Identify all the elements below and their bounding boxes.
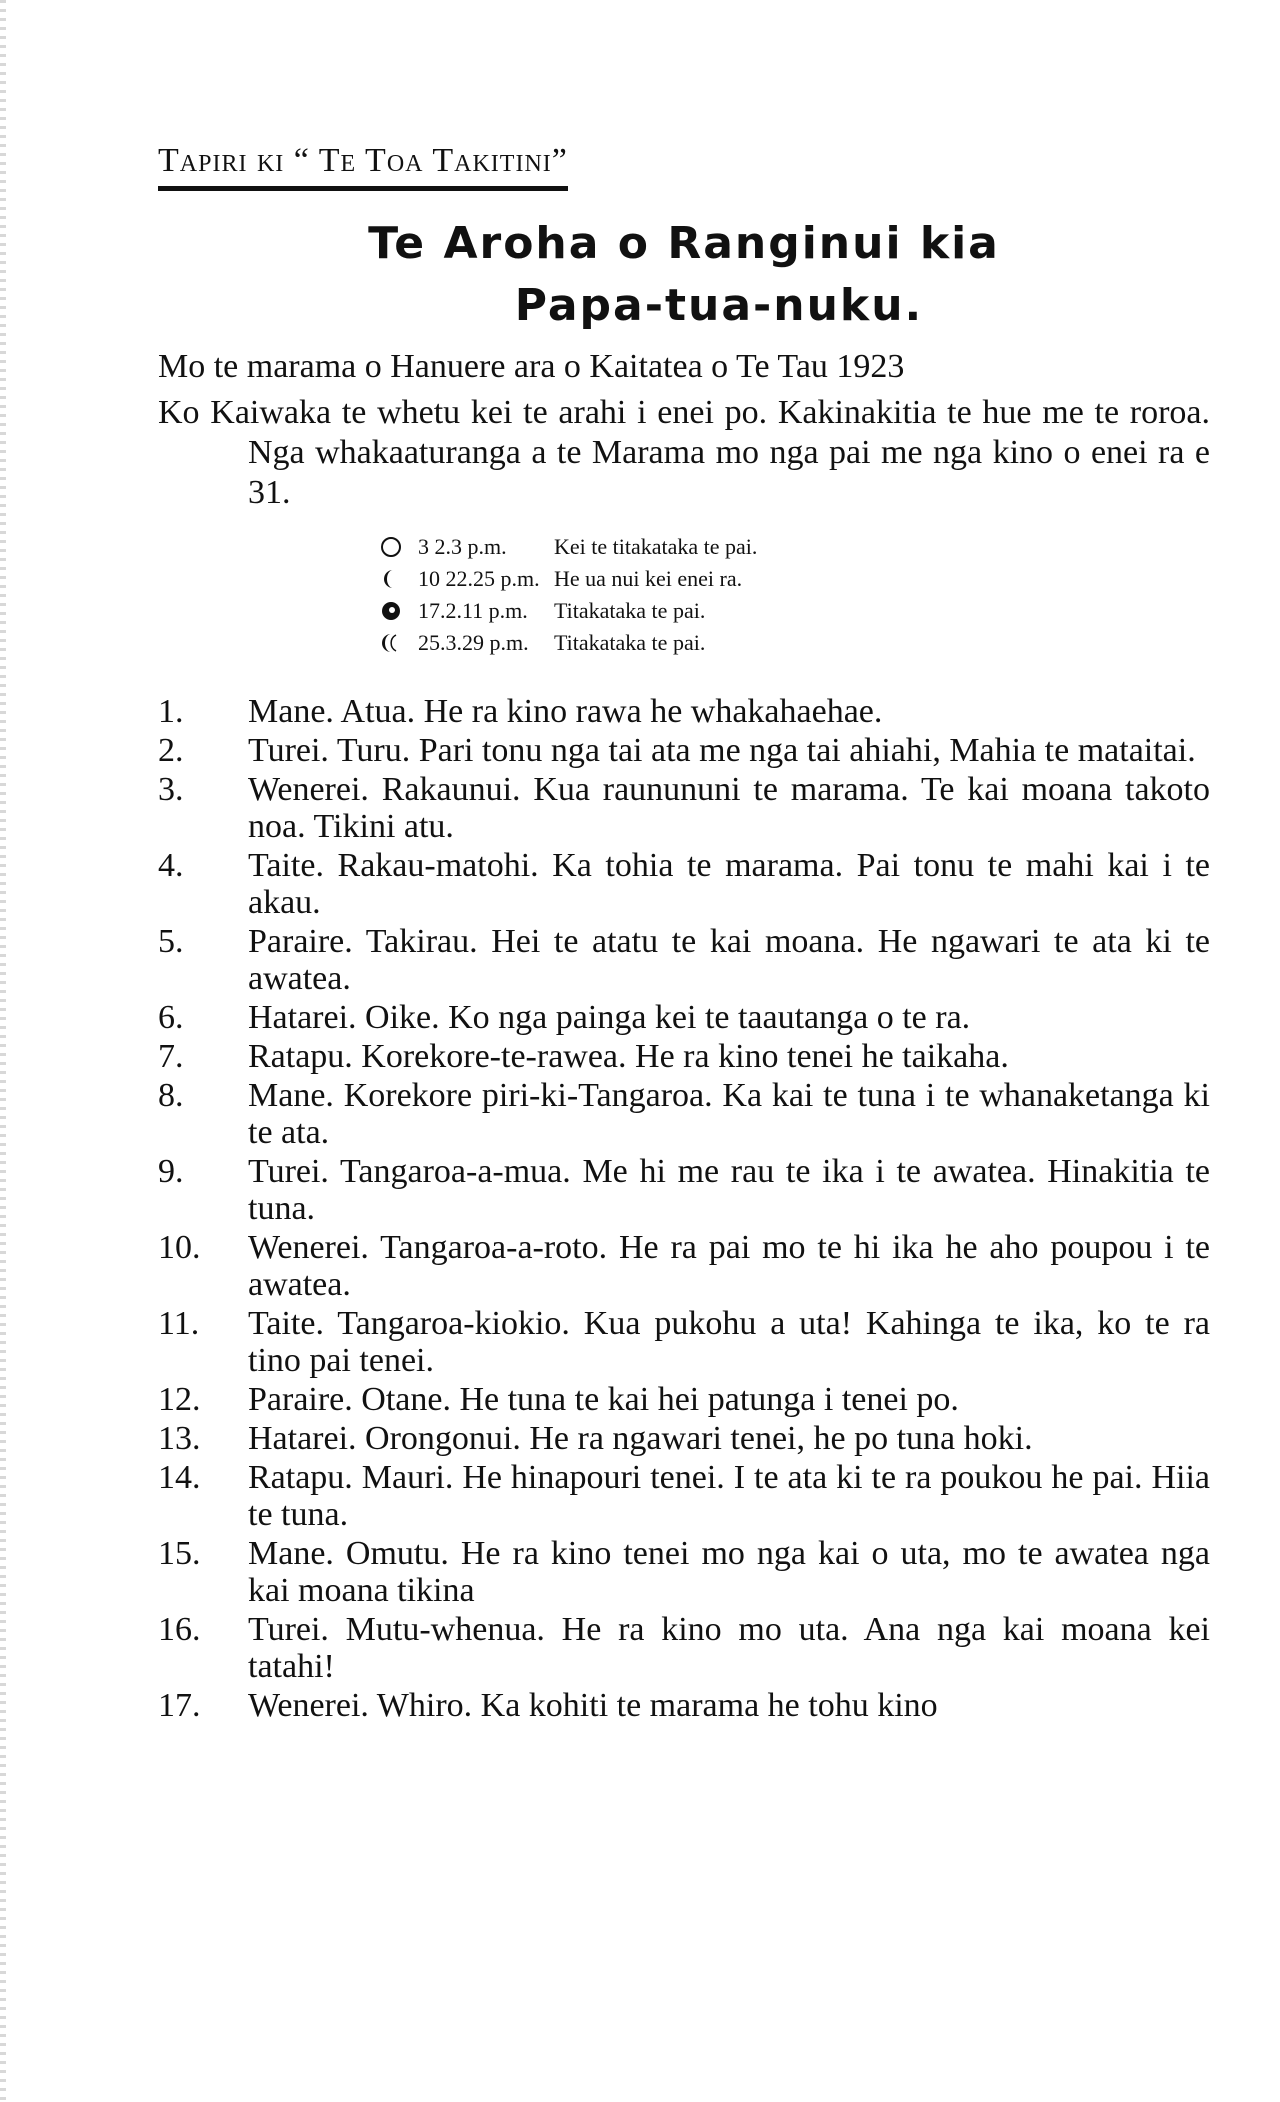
moon-phase-text: He ua nui kei enei ra. xyxy=(554,566,743,591)
day-number: 12. xyxy=(158,1381,201,1418)
moon-phase-time: 3 2.3 p.m. xyxy=(418,534,507,559)
day-text: Taite. Rakau-matohi. Ka tohia te marama. Pai tonu te mahi kai i te akau. xyxy=(248,847,1210,921)
day-number: 1. xyxy=(158,693,184,730)
day-number: 10. xyxy=(158,1229,201,1266)
moon-phase-text: Titakataka te pai. xyxy=(554,598,706,623)
day-number: 7. xyxy=(158,1038,184,1075)
title-line-2: Papa-tua-nuku. xyxy=(514,280,924,331)
day-entry xyxy=(158,1459,1210,1533)
day-entry xyxy=(158,1687,1210,1724)
moon-phase-row xyxy=(380,563,1210,595)
day-text: Paraire. Takirau. Hei te atatu te kai moana. He ngawari te ata ki te awatea. xyxy=(248,923,1210,997)
day-entry xyxy=(158,1038,1210,1075)
day-text: Hatarei. Orongonui. He ra ngawari tenei, he po tuna hoki. xyxy=(248,1420,1033,1457)
day-entry xyxy=(158,693,1210,730)
day-number: 17. xyxy=(158,1687,201,1724)
header-tapiri: Tapiri ki xyxy=(158,142,285,179)
new-moon-icon xyxy=(380,600,418,622)
day-text: Turei. Mutu-whenua. He ra kino mo uta. Ana nga kai moana kei tatahi! xyxy=(248,1611,1210,1685)
intro-section xyxy=(158,347,1210,513)
first-quarter-moon-icon xyxy=(380,568,418,590)
running-header xyxy=(158,140,568,191)
day-text: Mane. Omutu. He ra kino tenei mo nga kai o uta, mo te awatea nga kai moana tikina xyxy=(248,1535,1210,1609)
day-number: 3. xyxy=(158,771,184,808)
moon-phase-list xyxy=(380,531,1210,659)
day-list xyxy=(158,693,1210,1724)
day-number: 15. xyxy=(158,1535,201,1572)
day-entry xyxy=(158,1381,1210,1418)
full-moon-icon xyxy=(380,536,418,558)
day-number: 8. xyxy=(158,1077,184,1114)
document-page xyxy=(158,140,1210,1724)
day-text: Paraire. Otane. He tuna te kai hei patunga i tenei po. xyxy=(248,1381,959,1418)
day-number: 4. xyxy=(158,847,184,884)
day-text: Wenerei. Tangaroa-a-roto. He ra pai mo te hi ika he aho poupou i te awatea. xyxy=(248,1229,1210,1303)
day-number: 9. xyxy=(158,1153,184,1190)
day-entry xyxy=(158,923,1210,997)
day-entry xyxy=(158,1305,1210,1379)
day-entry xyxy=(158,1535,1210,1609)
day-entry xyxy=(158,1077,1210,1151)
day-number: 14. xyxy=(158,1459,201,1496)
day-number: 5. xyxy=(158,923,184,960)
day-number: 11. xyxy=(158,1305,200,1342)
moon-phase-time: 10 22.25 p.m. xyxy=(418,566,540,591)
day-text: Ratapu. Mauri. He hinapouri tenei. I te ata ki te ra poukou he pai. Hiia te tuna. xyxy=(248,1459,1210,1533)
moon-phase-row xyxy=(380,627,1210,659)
day-text: Ratapu. Korekore-te-rawea. He ra kino tenei he taikaha. xyxy=(248,1038,1009,1075)
moon-phase-row xyxy=(380,531,1210,563)
day-number: 2. xyxy=(158,732,184,769)
day-text: Turei. Tangaroa-a-mua. Me hi me rau te ika i te awatea. Hinakitia te tuna. xyxy=(248,1153,1210,1227)
day-entry xyxy=(158,1153,1210,1227)
day-number: 16. xyxy=(158,1611,201,1648)
day-text: Hatarei. Oike. Ko nga painga kei te taautanga o te ra. xyxy=(248,999,971,1036)
month-line: Mo te marama o Hanuere ara o Kaitatea o Te Tau 1923 xyxy=(158,348,905,385)
day-text: Wenerei. Rakaunui. Kua raunununi te marama. Te kai moana takoto noa. Tikini atu. xyxy=(248,771,1210,845)
day-number: 6. xyxy=(158,999,184,1036)
day-text: Taite. Tangaroa-kiokio. Kua pukohu a uta! Kahinga te ika, ko te ra tino pai tenei. xyxy=(248,1305,1210,1379)
page-edge xyxy=(0,0,6,2102)
moon-phase-time: 25.3.29 p.m. xyxy=(418,630,529,655)
moon-phase-time: 17.2.11 p.m. xyxy=(418,598,528,623)
day-text: Mane. Korekore piri-ki-Tangaroa. Ka kai te tuna i te whanaketanga ki te ata. xyxy=(248,1077,1210,1151)
day-entry xyxy=(158,1611,1210,1685)
title-line-1: Te Aroha o Ranginui kia xyxy=(368,218,1000,269)
day-text: Wenerei. Whiro. Ka kohiti te marama he tohu kino xyxy=(248,1687,938,1724)
day-number: 13. xyxy=(158,1420,201,1457)
day-entry xyxy=(158,847,1210,921)
day-entry xyxy=(158,771,1210,845)
day-entry xyxy=(158,1229,1210,1303)
day-entry xyxy=(158,1420,1210,1457)
page-title xyxy=(158,213,1210,337)
day-entry xyxy=(158,999,1210,1036)
day-entry xyxy=(158,732,1210,769)
moon-phase-row xyxy=(380,595,1210,627)
moon-phase-text: Titakataka te pai. xyxy=(554,630,706,655)
day-text: Mane. Atua. He ra kino rawa he whakahaehae. xyxy=(248,693,883,730)
day-text: Turei. Turu. Pari tonu nga tai ata me nga tai ahiahi, Mahia te mataitai. xyxy=(248,732,1196,769)
moon-phase-text: Kei te titakataka te pai. xyxy=(554,534,758,559)
last-quarter-moon-icon xyxy=(380,632,418,654)
intro-paragraph: Ko Kaiwaka te whetu kei te arahi i enei po. Kakinakitia te hue me te roroa. Nga whakaaturanga a te Marama mo nga pai me nga kino o enei ra e 31. xyxy=(158,394,1210,511)
header-publication: “ Te Toa Takitini” xyxy=(293,142,568,179)
